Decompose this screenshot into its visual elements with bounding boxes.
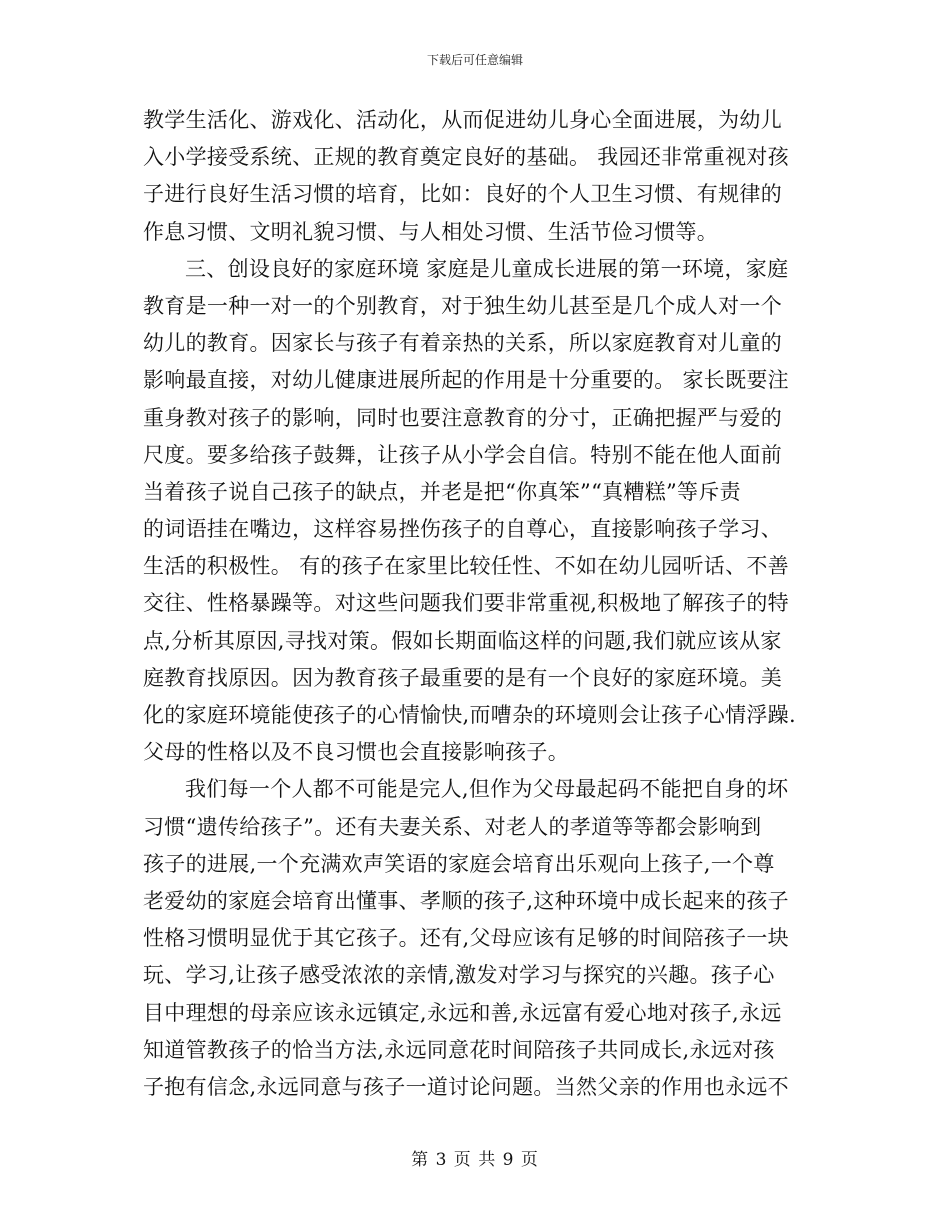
text-line: 交往、性格暴躁等。对这些问题我们要非常重视,积极地了解孩子的特 bbox=[143, 591, 789, 616]
text-line: 当着孩子说自己孩子的缺点，并老是把“你真笨”“真糟糕”等斥责 bbox=[143, 479, 741, 504]
text-line: 教育是一种一对一的个别教育，对于独生幼儿甚至是几个成人对一个 bbox=[143, 293, 782, 318]
text-line: 点,分析其原因,寻找对策。假如长期面临这样的问题,我们就应该从家 bbox=[143, 628, 782, 653]
text-line: 生活的积极性。 有的孩子在家里比较任性、不如在幼儿园听话、不善 bbox=[143, 554, 789, 579]
text-line: 幼儿的教育。因家长与孩子有着亲热的关系，所以家庭教育对儿童的 bbox=[143, 331, 782, 356]
text-line: 教学生活化、游戏化、活动化，从而促进幼儿身心全面进展，为幼儿 bbox=[143, 108, 782, 132]
text-line: 庭教育找原因。因为教育孩子最重要的是有一个良好的家庭环境。美 bbox=[143, 665, 782, 690]
text-line: 我们每一个人都不可能是完人,但作为父母最起码不能把自身的坏 bbox=[185, 777, 789, 802]
text-line: 三、创设良好的家庭环境 家庭是儿童成长进展的第一环境，家庭 bbox=[185, 256, 789, 281]
text-line: 化的家庭环境能使孩子的心情愉快,而嘈杂的环境则会让孩子心情浮躁. bbox=[143, 703, 796, 727]
text-line: 习惯“遗传给孩子”。还有夫妻关系、对老人的孝道等等都会影响到 bbox=[143, 814, 762, 839]
text-line: 父母的性格以及不良习惯也会直接影响孩子。 bbox=[143, 740, 569, 765]
text-line: 玩、学习,让孩子感受浓浓的亲情,激发对学习与探究的兴趣。孩子心 bbox=[143, 963, 775, 988]
text-line: 作息习惯、文明礼貌习惯、与人相处习惯、生活节俭习惯等。 bbox=[143, 219, 719, 244]
text-line: 重身教对孩子的影响，同时也要注意教育的分寸，正确把握严与爱的 bbox=[143, 405, 782, 430]
text-line: 尺度。要多给孩子鼓舞，让孩子从小学会自信。特别不能在他人面前 bbox=[143, 442, 782, 467]
text-line: 子进行良好生活习惯的培育，比如：良好的个人卫生习惯、有规律的 bbox=[143, 182, 782, 207]
text-line: 性格习惯明显优于其它孩子。还有,父母应该有足够的时间陪孩子一块 bbox=[143, 926, 789, 951]
text-line: 影响最直接，对幼儿健康进展所起的作用是十分重要的。 家长既要注 bbox=[143, 368, 789, 393]
text-line: 目中理想的母亲应该永远镇定,永远和善,永远富有爱心地对孩子,永远 bbox=[143, 1000, 782, 1025]
text-line: 老爱幼的家庭会培育出懂事、孝顺的孩子,这种环境中成长起来的孩子 bbox=[143, 888, 789, 913]
text-line: 知道管教孩子的恰当方法,永远同意花时间陪孩子共同成长,永远对孩 bbox=[143, 1037, 775, 1062]
text-line: 入小学接受系统、正规的教育奠定良好的基础。 我园还非常重视对孩 bbox=[143, 145, 789, 170]
document-body bbox=[143, 102, 807, 1106]
page-number-footer: 第 3 页 共 9 页 bbox=[411, 1150, 539, 1170]
text-line: 子抱有信念,永远同意与孩子一道讨论问题。当然父亲的作用也永远不 bbox=[143, 1074, 789, 1099]
text-line: 孩子的进展,一个充满欢声笑语的家庭会培育出乐观向上孩子,一个尊 bbox=[143, 851, 775, 876]
page-header: 下载后可任意编辑 bbox=[426, 53, 523, 67]
text-line: 的词语挂在嘴边，这样容易挫伤孩子的自尊心，直接影响孩子学习、 bbox=[143, 517, 782, 542]
